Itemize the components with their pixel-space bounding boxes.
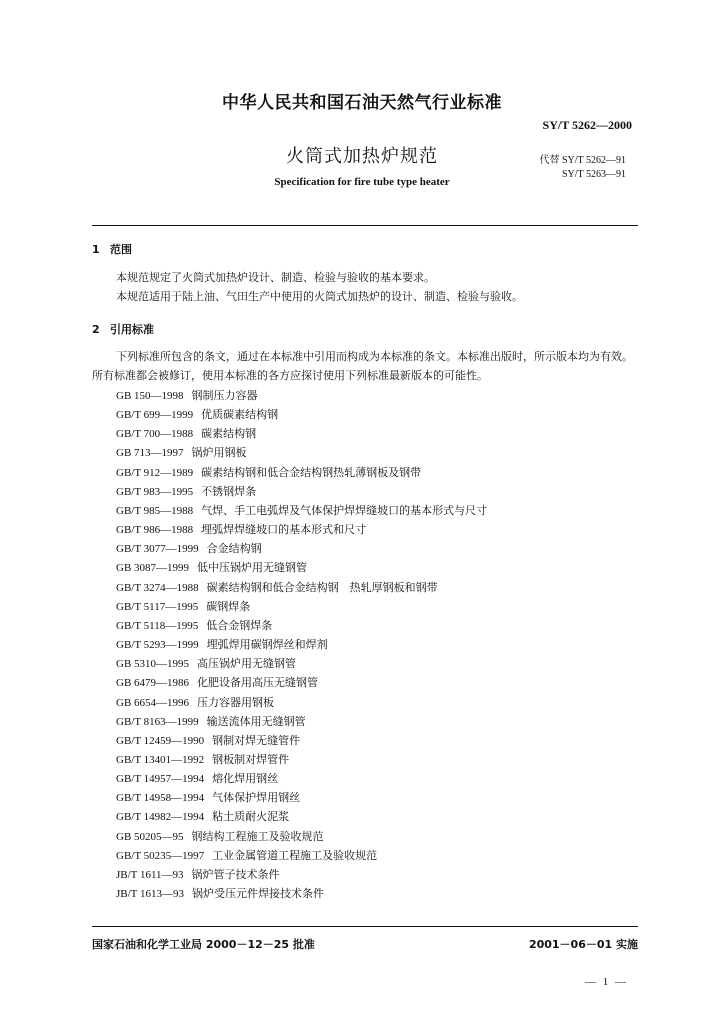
standard-list-item: [116, 865, 487, 884]
standard-code: GB 6654—1996: [116, 696, 190, 709]
standard-name: 压力容器用钢板: [197, 695, 275, 709]
standard-number: SY/T 5262—2000: [542, 118, 632, 132]
standard-list-item: [116, 463, 487, 482]
section-2-heading: [92, 321, 154, 337]
footer-divider: [92, 926, 638, 927]
standard-list-item: [116, 884, 487, 903]
standard-code: GB 50205—95: [116, 830, 184, 843]
standard-name: 熔化焊用钢丝: [212, 772, 279, 786]
standard-code: GB/T 50235—1997: [116, 849, 205, 862]
standard-list-item: [116, 597, 487, 616]
standard-list-item: [116, 693, 487, 712]
standard-name: 低合金钢焊条: [206, 618, 273, 632]
standard-code: GB/T 3274—1988: [116, 581, 199, 594]
standard-list-item: [116, 750, 487, 769]
standard-list-item: [116, 635, 487, 654]
standard-list-item: [116, 443, 487, 462]
standard-code: GB 150—1998: [116, 390, 184, 402]
standard-name: 合金结构钢: [206, 542, 262, 556]
section-1-title: 范围: [110, 243, 132, 256]
standard-name: 钢制压力容器: [191, 389, 258, 402]
standard-code: GB/T 3077—1999: [116, 543, 199, 556]
english-title: Specification for fire tube type heater: [274, 176, 450, 188]
standard-name: 锅炉用钢板: [191, 446, 247, 460]
section-1-paragraph-2: [92, 287, 642, 306]
standard-name: 化肥设备用高压无缝钢管: [197, 676, 319, 690]
section-2-text: 下列标准所包含的条文，通过在本标准中引用而构成为本标准的条文。本标准出版时，所示版本均为有效。所有标准都会被修订，使用本标准的各方应探讨使用下列标准最新版本的可能性。: [92, 350, 633, 382]
standard-name: 碳素结构钢和低合金结构钢热轧薄钢板及钢带: [201, 465, 422, 479]
standard-name: 高压锅炉用无缝钢管: [197, 657, 297, 671]
standard-list-item: [116, 578, 487, 597]
standard-list-item: [116, 616, 487, 635]
referenced-standards-list: [116, 386, 487, 903]
standard-code: GB/T 14957—1994: [116, 773, 205, 786]
standard-code: GB/T 5117—1995: [116, 600, 199, 613]
standard-list-item: [116, 712, 487, 731]
header-divider: [92, 225, 638, 226]
section-1-heading: [92, 241, 132, 257]
standard-code: GB 713—1997: [116, 447, 184, 460]
standard-code: GB/T 13401—1992: [116, 753, 205, 766]
standard-list-item: [116, 654, 487, 673]
standard-code: GB/T 14982—1994: [116, 811, 205, 824]
standard-list-item: [116, 501, 487, 520]
section-1-paragraph-1: [92, 268, 642, 287]
standard-list-item: [116, 769, 487, 788]
section-2-paragraph: [92, 347, 642, 385]
standard-list-item: [116, 788, 487, 807]
standard-code: GB 6479—1986: [116, 677, 190, 690]
standard-code: GB/T 700—1988: [116, 428, 194, 441]
standard-code: GB/T 985—1988: [116, 504, 194, 517]
standard-name: 输送流体用无缝钢管: [206, 714, 306, 728]
standard-list-item: [116, 673, 487, 692]
standard-code: GB 3087—1999: [116, 562, 190, 575]
standard-code: GB/T 912—1989: [116, 466, 194, 479]
standard-code: GB 5310—1995: [116, 658, 190, 671]
approval-line: 国家石油和化学工业局 2000－12－25 批准: [92, 938, 315, 951]
standard-list-item: [116, 558, 487, 577]
standard-name: 锅炉受压元件焊接技术条件: [191, 887, 324, 901]
standard-name: 碳钢焊条: [206, 599, 251, 613]
standard-name: 钢制对焊无缝管件: [212, 733, 301, 747]
standard-list-item: [116, 846, 487, 865]
standard-list-item: [116, 482, 487, 501]
standard-list-item: [116, 731, 487, 750]
industry-standard-heading: 中华人民共和国石油天然气行业标准: [222, 93, 502, 113]
standard-code: GB/T 12459—1990: [116, 734, 205, 747]
standard-name: 锅炉管子技术条件: [191, 867, 280, 881]
standard-code: GB/T 5118—1995: [116, 619, 199, 632]
standard-code: GB/T 5293—1999: [116, 639, 199, 652]
standard-code: JB/T 1613—93: [116, 888, 184, 901]
standard-code: GB/T 983—1995: [116, 485, 194, 498]
implementation-date: 2001－06－01 实施: [528, 938, 638, 951]
replaces-line-1: 代替 SY/T 5262—91: [539, 155, 626, 166]
standard-code: JB/T 1611—93: [116, 868, 184, 881]
page-number: — 1 —: [585, 976, 628, 988]
standard-name: 埋弧焊焊缝坡口的基本形式和尺寸: [201, 523, 367, 537]
standard-list-item: [116, 405, 487, 424]
standard-code: GB/T 8163—1999: [116, 715, 199, 728]
standard-name: 碳素结构钢和低合金结构钢 热轧厚钢板和钢带: [206, 580, 438, 594]
standard-name: 低中压锅炉用无缝钢管: [197, 561, 308, 575]
standard-name: 工业金属管道工程施工及验收规范: [212, 848, 378, 862]
standard-code: GB/T 14958—1994: [116, 792, 205, 805]
standard-code: GB/T 699—1999: [116, 409, 194, 422]
standard-name: 不锈钢焊条: [201, 484, 257, 498]
standard-name: 钢结构工程施工及验收规范: [191, 829, 324, 843]
standard-code: GB/T 986—1988: [116, 524, 194, 537]
standard-list-item: [116, 827, 487, 846]
section-1-text-2: 本规范适用于陆上油、气田生产中使用的火筒式加热炉的设计、制造、检验与验收。: [116, 290, 523, 303]
section-2-title: 引用标准: [110, 323, 154, 336]
standard-list-item: [116, 807, 487, 826]
standard-list-item: [116, 424, 487, 443]
standard-name: 埋弧焊用碳钢焊丝和焊剂: [206, 638, 328, 652]
standard-name: 气焊、手工电弧焊及气体保护焊焊缝坡口的基本形式与尺寸: [201, 503, 488, 517]
standard-name: 优质碳素结构钢: [201, 408, 279, 422]
standard-list-item: [116, 520, 487, 539]
section-1-text-1: 本规范规定了火筒式加热炉设计、制造、检验与验收的基本要求。: [116, 271, 435, 284]
section-2-number: 2: [92, 323, 100, 336]
standard-list-item: [116, 386, 487, 405]
document-title: 火筒式加热炉规范: [286, 146, 438, 167]
standard-name: 钢板制对焊管件: [212, 752, 290, 766]
standard-name: 气体保护焊用钢丝: [212, 791, 301, 805]
standard-list-item: [116, 539, 487, 558]
section-1-number: 1: [92, 243, 100, 256]
standard-name: 碳素结构钢: [201, 427, 257, 441]
standard-name: 粘土质耐火泥浆: [212, 810, 290, 824]
replaces-line-2: SY/T 5263—91: [562, 169, 626, 180]
